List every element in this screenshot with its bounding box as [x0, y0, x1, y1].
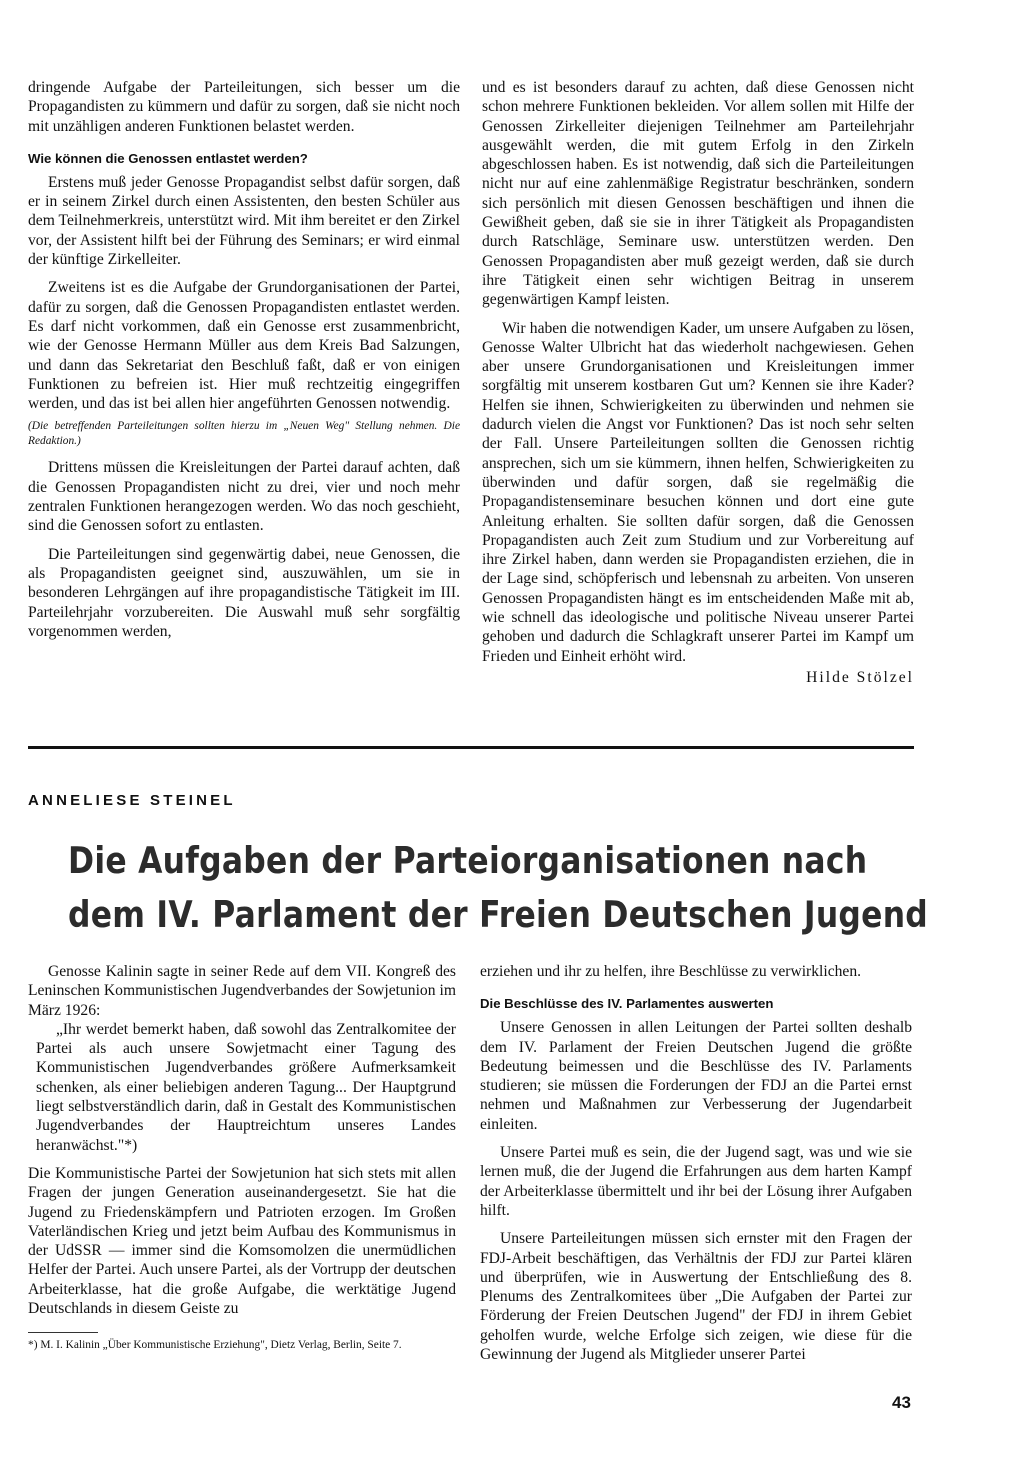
article-headline [68, 834, 948, 942]
paragraph: und es ist besonders darauf zu achten, daß diese Genossen nicht schon mehrere Funktionen bekleiden. Vor allem sollen mit Hilfe der Genossen Zirkelleiter diejenigen Teilnehmer am Parteilehrjahr ausgewählt werden, die mit gutem Erfolg in den Zirkeln abgeschlossen haben. Es ist notwendig, daß sich die Parteileitungen nicht nur auf eine zahlenmäßige Registratur beschränken, sondern sich persönlich mit diesen Genossen beschäftigen und ihnen die Gewißheit geben, daß sie sie in ihrer Tätigkeit als Propagandisten durch Ratschläge, Seminare usw. unterstützen werden. Den Genossen Propagandisten aber muß gezeigt werden, daß sie durch ihre Tätigkeit einen sehr wichtigen Beitrag in unserem gegenwärtigen Kampf leisten. [482, 79, 914, 309]
quotation: „Ihr werdet bemerkt haben, daß sowohl das Zentralkomitee der Partei als auch unsere Sowjetmacht einer Tagung des Kommunistischen Jugendverbandes größere Aufmerksamkeit schenken, als einer beliebigen anderen Tagung... Der Hauptgrund liegt selbstverständlich darin, daß in Gestalt des Kommunistischen Jugendverbandes der Hauptreichtum unseres Landes heranwächst."*) [36, 1020, 456, 1154]
page-number: 43 [892, 1393, 911, 1412]
headline-line-2: dem IV. Parlament der Freien Deutschen Jugend [68, 893, 929, 936]
section-subheading: Die Beschlüsse des IV. Parlamentes auswerten [480, 996, 774, 1012]
paragraph: Die Parteileitungen sind gegenwärtig dabei, neue Genossen, die als Propagandisten geeignet sind, auszuwählen, um sie in besonderen Lehrgängen auf ihre propagandistische Tätigkeit im III. Parteilehrjahr vorzubereiten. Die Auswahl muß sehr sorgfältig vorgenommen werden, [28, 545, 460, 640]
upper-right-column [482, 78, 914, 687]
paragraph: erziehen und ihr zu helfen, ihre Beschlüsse zu verwirklichen. [480, 963, 862, 980]
footnote-rule [28, 1332, 98, 1333]
section-subheading: Wie können die Genossen entlastet werden? [28, 150, 308, 166]
paragraph: Genosse Kalinin sagte in seiner Rede auf dem VII. Kongreß des Leninschen Kommunistischen Jugendverbandes der Sowjetunion im März 1926: [28, 963, 456, 1019]
paragraph: Wir haben die notwendigen Kader, um unsere Aufgaben zu lösen, Genosse Walter Ulbricht hat das wiederholt nachgewiesen. Gehen aber unsere Grundorganisationen und Kreisleitungen immer sorgfältig mit unserem kostbaren Gut um? Kennen sie ihre Kader? Helfen sie ihnen, Schwierigkeiten zu überwinden und nehmen sie dadurch vielen die Angst vor Funktionen? Das ist noch sehr selten der Fall. Unsere Parteileitungen sollten die Genossen richtig ansprechen, sich um sie kümmern, ihnen helfen, Schwierigkeiten zu überwinden und dafür sorgen, daß sie regelmäßig die Propagandistenseminare besuchen können und dort eine gute Anleitung erhalten. Sie sollten dafür sorgen, daß die Genossen Propagandisten auch Zeit zum Studium und zur Vorbereitung auf ihre Zirkel haben, dann werden sie Propagandisten erziehen, die in der Lage sind, schöpferisch und lebensnah zu arbeiten. Von unseren Genossen Propagandisten hängt es im entscheidenden Maße mit ab, wie schnell das ideologische und politische Niveau unserer Partei gehoben und dadurch die Schlagkraft unserer Partei im Kampf um Frieden und Einheit erhöht wird. [482, 319, 914, 665]
author-signature: Hilde Stölzel [806, 668, 914, 686]
paragraph: Unsere Genossen in allen Leitungen der Partei sollten deshalb dem IV. Parlament der Freien Deutschen Jugend die größte Bedeutung beimessen und die Beschlüsse des IV. Parlaments studieren; sie müssen die Forderungen der FDJ an die Partei ernst nehmen und Maßnahmen zur Verbesserung der Jugendarbeit einleiten. [480, 1019, 912, 1133]
article-author: ANNELIESE STEINEL [28, 792, 236, 809]
paragraph: Zweitens ist es die Aufgabe der Grundorganisationen der Partei, dafür zu sorgen, daß die Genossen Propagandisten entlastet werden. Es darf nicht vorkommen, daß ein Genosse erst zusammenbricht, wie der Genosse Hermann Müller aus dem Kreis Bad Salzungen, und dann das Sekretariat den Beschluß faßt, daß er von einigen Funktionen zu befreien ist. Hier muß rechtzeitig eingegriffen werden, und das ist bei allen hier angeführten Genossen notwendig. [28, 279, 460, 413]
paragraph: Drittens müssen die Kreisleitungen der Partei darauf achten, daß die Genossen Propagandisten nicht zu drei, vier und noch mehr zentralen Funktionen herangezogen werden. Wo das noch geschieht, sind die Genossen sofort zu entlasten. [28, 459, 460, 535]
paragraph: Unsere Parteileitungen müssen sich ernster mit den Fragen der FDJ-Arbeit beschäftigen, das Verhältnis der FDJ zur Partei klären und überprüfen, wie in Auswertung der Entschließung des 8. Plenums des Zentralkomitees über „Die Aufgaben der Partei zur Förderung der Freien Deutschen Jugend" der FDJ in ihrem Gebiet geholfen wurde, welche Erfolge sich zeigen, wie diese für die Gewinnung der Jugend als Mitglieder unserer Partei [480, 1230, 912, 1364]
paragraph: Die Kommunistische Partei der Sowjetunion hat sich stets mit allen Fragen der jungen Generation auseinandergesetzt. Sie hat die Jugend zu Friedenskämpfern und Patrioten erzogen. Im Großen Vaterländischen Krieg und jetzt beim Aufbau des Kommunismus in der UdSSR — immer sind die Komsomolzen die unermüdlichen Helfer der Partei. Auch unsere Partei, als der Vortrupp der deutschen Arbeiterklasse, hat die große Aufgabe, die werktätige Jugend Deutschlands in diesem Geiste zu [28, 1164, 456, 1318]
editor-note: (Die betreffenden Parteileitungen sollten hierzu im „Neuen Weg" Stellung nehmen. Die Redaktion.) [28, 420, 460, 448]
section-divider [28, 746, 914, 749]
lower-right-column [480, 962, 912, 1364]
footnote: *) M. I. Kalinin „Über Kommunistische Erziehung", Dietz Verlag, Berlin, Seite 7. [28, 1339, 402, 1352]
headline-line-1: Die Aufgaben der Parteiorganisationen nach [68, 839, 868, 882]
paragraph: Erstens muß jeder Genosse Propagandist selbst dafür sorgen, daß er in seinem Zirkel durch einen Assistenten, den besten Schüler aus dem Teilnehmerkreis, unterstützt wird. Mit ihm bereitet er den Zirkel vor, der Assistent hilft bei der Führung des Seminars; er wird einmal der künftige Zirkelleiter. [28, 173, 460, 269]
lower-left-column [28, 962, 456, 1353]
paragraph: Unsere Partei muß es sein, die der Jugend sagt, was und wie sie lernen muß, die der Jugend die Erfahrungen aus dem harten Kampf der Arbeiterklasse übermittelt und ihr bei der Lösung ihrer Aufgaben hilft. [480, 1144, 912, 1219]
paragraph: dringende Aufgabe der Parteileitungen, sich besser um die Propagandisten zu kümmern und dafür zu sorgen, daß sie nicht noch mit unzähligen anderen Funktionen belastet werden. [28, 79, 460, 135]
upper-left-column [28, 78, 460, 641]
